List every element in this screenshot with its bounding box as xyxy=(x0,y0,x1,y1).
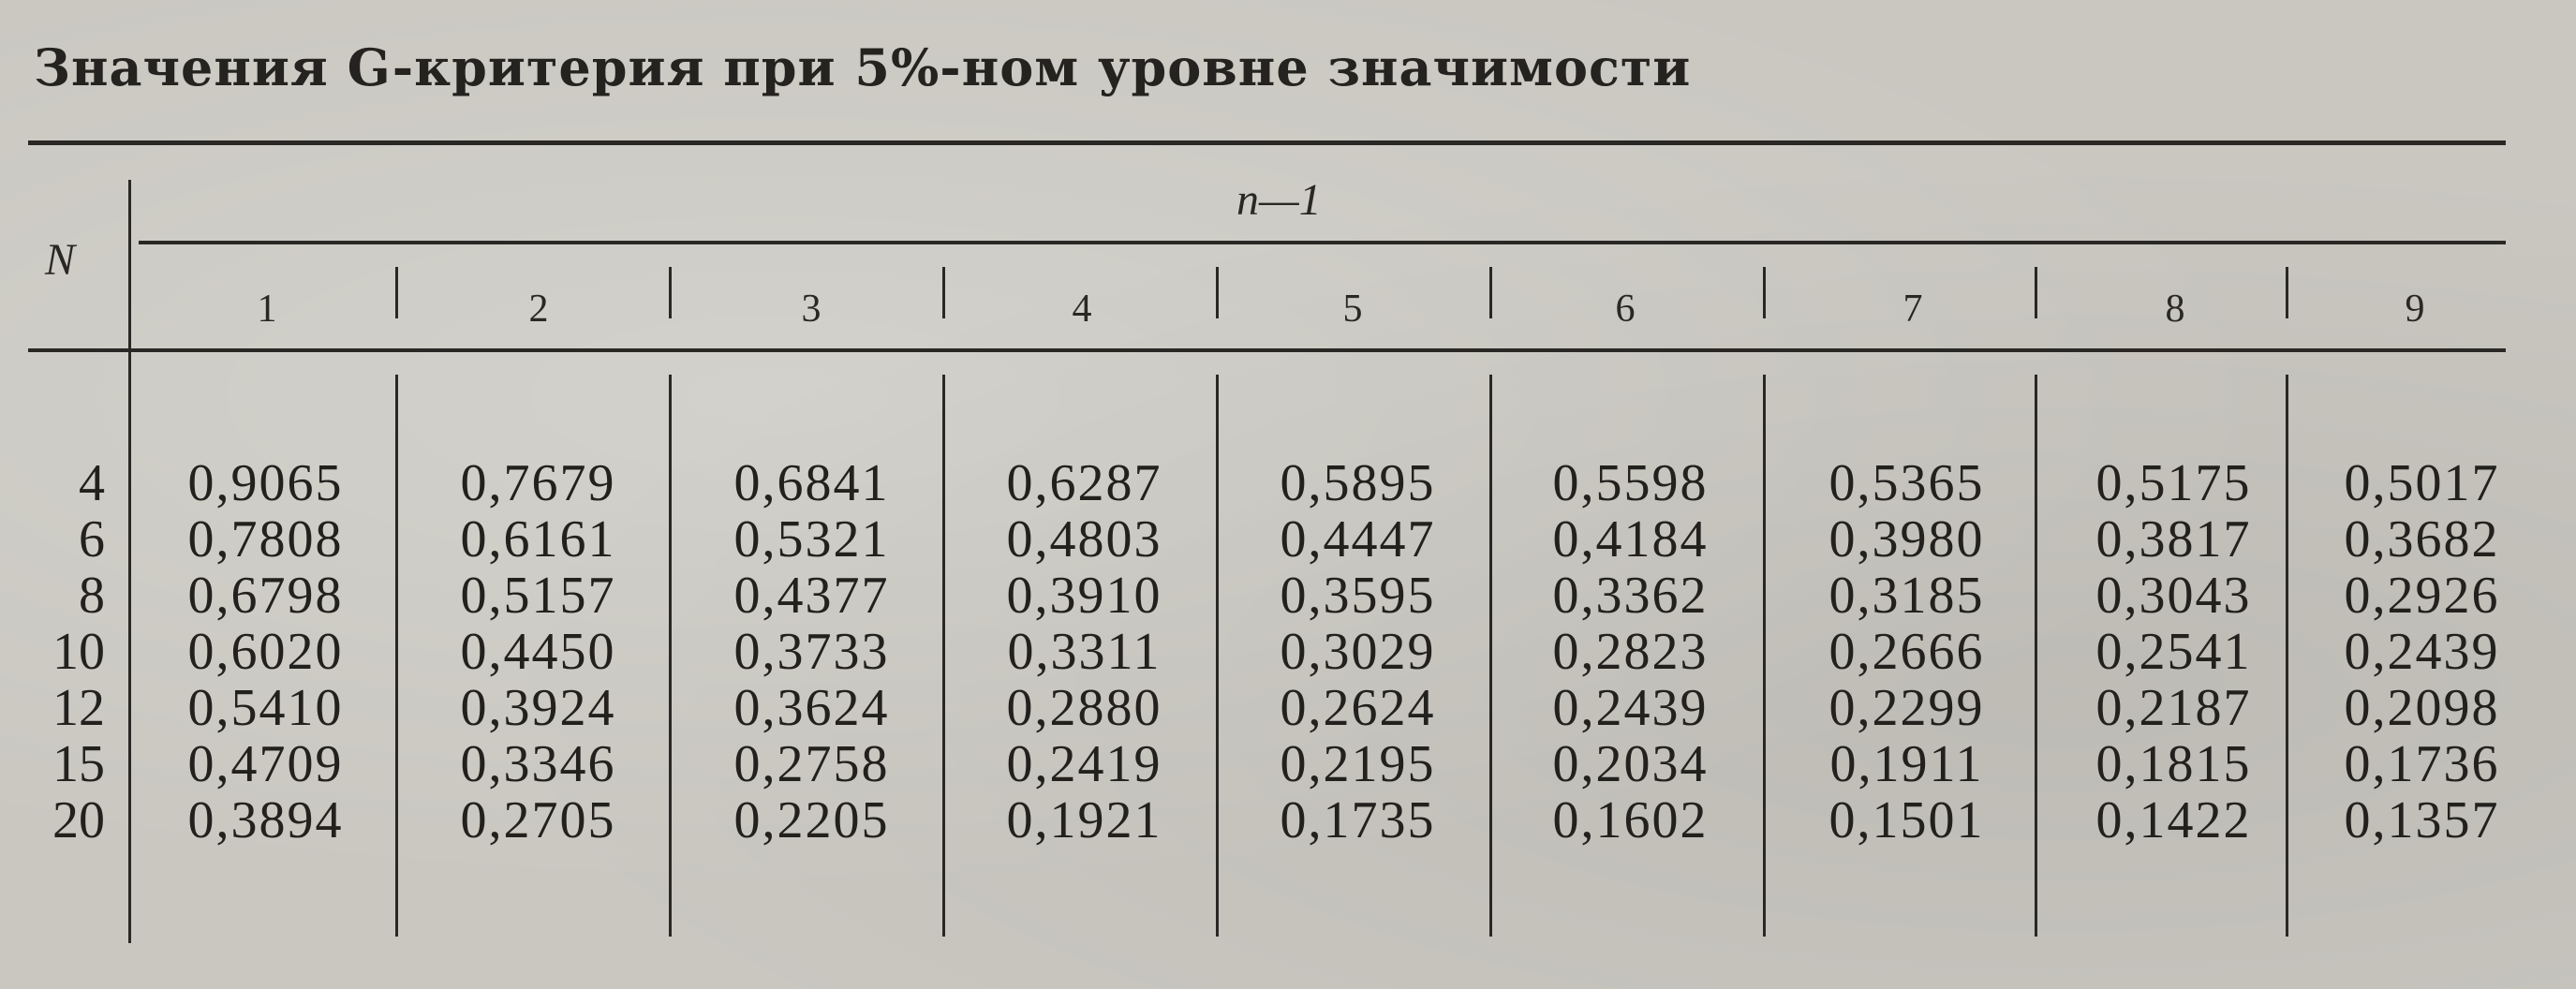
row-header-label: N xyxy=(45,235,76,285)
table-cell: 0,5410 xyxy=(187,679,344,737)
table-cell: 0,1921 xyxy=(1006,791,1162,849)
table-cell: 0,1501 xyxy=(1828,791,1985,849)
table-cell: 0,9065 xyxy=(187,454,344,512)
row-label-n: 12 xyxy=(52,679,105,737)
table-cell: 0,2705 xyxy=(460,791,616,849)
table-cell: 0,5175 xyxy=(2095,454,2252,512)
row-label-separator xyxy=(128,180,131,943)
table-cell: 0,4450 xyxy=(460,623,616,681)
table-cell: 0,2195 xyxy=(1280,735,1436,793)
table-cell: 0,3894 xyxy=(187,791,344,849)
table-cell: 0,6798 xyxy=(187,567,344,625)
table-cell: 0,2541 xyxy=(2095,623,2252,681)
table-cell: 0,2205 xyxy=(733,791,890,849)
table-cell: 0,6020 xyxy=(187,623,344,681)
table-cell: 0,3682 xyxy=(2344,510,2500,568)
table-cell: 0,1422 xyxy=(2095,791,2252,849)
table-cell: 0,1357 xyxy=(2344,791,2500,849)
table-cell: 0,4803 xyxy=(1006,510,1162,568)
table-cell: 0,5157 xyxy=(460,567,616,625)
table-cell: 0,5017 xyxy=(2344,454,2500,512)
table-cell: 0,3043 xyxy=(2095,567,2252,625)
table-cell: 0,5598 xyxy=(1552,454,1709,512)
table-cell: 0,2624 xyxy=(1280,679,1436,737)
table-cell: 0,3910 xyxy=(1006,567,1162,625)
group-header-label: n—1 xyxy=(1236,175,1322,225)
table-cell: 0,3595 xyxy=(1280,567,1436,625)
table-cell: 0,7808 xyxy=(187,510,344,568)
table-cell: 0,3362 xyxy=(1552,567,1709,625)
column-header: 3 xyxy=(801,288,822,331)
table-cell: 0,1815 xyxy=(2095,735,2252,793)
table-cell: 0,4447 xyxy=(1280,510,1436,568)
table-cell: 0,2439 xyxy=(2344,623,2500,681)
table-cell: 0,3185 xyxy=(1828,567,1985,625)
table-cell: 0,1736 xyxy=(2344,735,2500,793)
row-label-n: 4 xyxy=(79,454,105,512)
table-cell: 0,1735 xyxy=(1280,791,1436,849)
table-cell: 0,1911 xyxy=(1829,735,1984,793)
table-cell: 0,4377 xyxy=(733,567,890,625)
row-label-n: 10 xyxy=(52,623,105,681)
table-cell: 0,2034 xyxy=(1552,735,1709,793)
table-cell: 0,3817 xyxy=(2095,510,2252,568)
table-top-rule xyxy=(28,140,2506,145)
table-cell: 0,6287 xyxy=(1006,454,1162,512)
table-cell: 0,4709 xyxy=(187,735,344,793)
table-cell: 0,3029 xyxy=(1280,623,1436,681)
row-label-n: 6 xyxy=(79,510,105,568)
column-separator xyxy=(1489,267,1492,318)
column-header: 7 xyxy=(1902,288,1923,331)
table-cell: 0,2299 xyxy=(1828,679,1985,737)
table-cell: 0,2187 xyxy=(2095,679,2252,737)
table-cell: 0,2666 xyxy=(1828,623,1985,681)
table-cell: 0,3311 xyxy=(1007,623,1162,681)
column-header: 9 xyxy=(2405,288,2425,331)
table-cell: 0,3924 xyxy=(460,679,616,737)
table-cell: 0,2880 xyxy=(1006,679,1162,737)
column-header: 4 xyxy=(1072,288,1092,331)
table-cell: 0,3980 xyxy=(1828,510,1985,568)
table-cell: 0,7679 xyxy=(460,454,616,512)
table-cell: 0,3624 xyxy=(733,679,890,737)
table-cell: 0,3346 xyxy=(460,735,616,793)
table-cell: 0,6161 xyxy=(460,510,616,568)
table-cell: 0,2758 xyxy=(733,735,890,793)
column-separator xyxy=(942,267,945,318)
column-separator xyxy=(1763,267,1766,318)
table-cell: 0,3733 xyxy=(733,623,890,681)
table-cell: 0,2823 xyxy=(1552,623,1709,681)
table-cell: 0,5895 xyxy=(1280,454,1436,512)
column-header: 5 xyxy=(1342,288,1363,331)
table-cell: 0,2419 xyxy=(1006,735,1162,793)
table-cell: 0,2098 xyxy=(2344,679,2500,737)
row-label-n: 20 xyxy=(52,791,105,849)
table-cell: 0,2439 xyxy=(1552,679,1709,737)
group-header-rule xyxy=(139,241,2506,244)
table-cell: 0,4184 xyxy=(1552,510,1709,568)
table-cell: 0,5321 xyxy=(733,510,890,568)
table-cell: 0,1602 xyxy=(1552,791,1709,849)
header-bottom-rule xyxy=(28,348,2506,352)
table-cell: 0,2926 xyxy=(2344,567,2500,625)
table-cell: 0,5365 xyxy=(1828,454,1985,512)
row-label-n: 8 xyxy=(79,567,105,625)
page-title: Значения G-критерия при 5%-ном уровне значимости xyxy=(34,37,1692,97)
column-header: 2 xyxy=(528,288,549,331)
column-header: 1 xyxy=(257,288,277,331)
column-separator xyxy=(1216,267,1219,318)
column-header: 6 xyxy=(1615,288,1636,331)
table-cell: 0,6841 xyxy=(733,454,890,512)
row-label-n: 15 xyxy=(52,735,105,793)
column-header: 8 xyxy=(2165,288,2185,331)
